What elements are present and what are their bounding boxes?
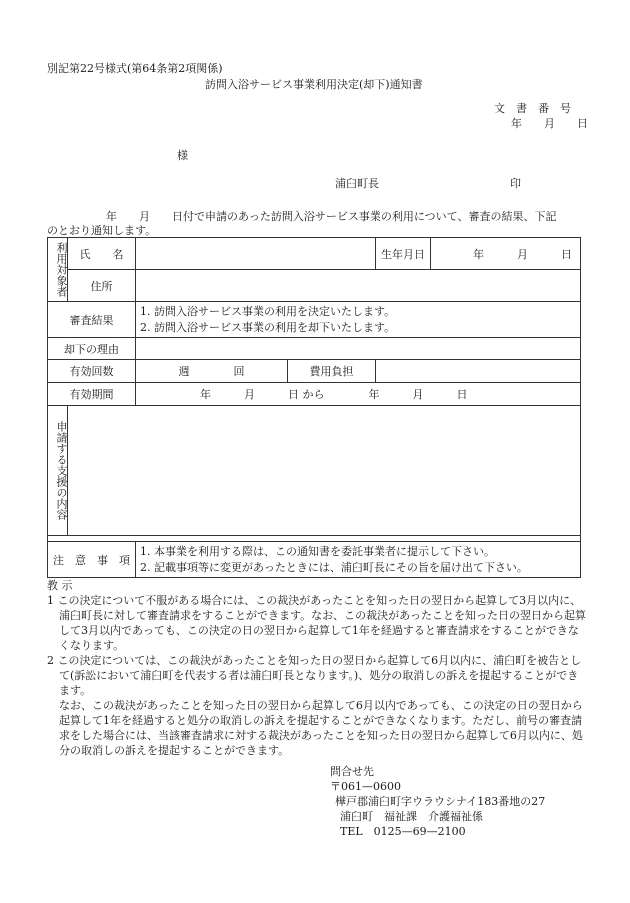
contact-block (330, 764, 545, 839)
result-option-reject[interactable]: 2. 訪問入浴サービス事業の利用を却下いたします。 (140, 320, 396, 334)
note-1: 1. 本事業を利用する際は、この通知書を委託事業者に提示して下さい。 (140, 544, 495, 558)
subject-label: 利用対象者 (48, 238, 68, 302)
decision-form-table (47, 237, 581, 578)
issuer-name: 浦臼町長 (335, 177, 379, 190)
notes-content (136, 542, 581, 578)
support-content-label: 申請する支援の内容 (48, 406, 68, 536)
rejection-reason-label: 却下の理由 (48, 338, 136, 360)
intro-line-1: 年 月 日付で申請のあった訪問入浴サービス事業の利用について、審査の結果、下記 (106, 210, 557, 223)
contact-postal: 〒061—0600 (330, 780, 401, 793)
rejection-reason-field[interactable] (136, 338, 581, 360)
address-field[interactable] (136, 270, 581, 302)
result-label: 審査結果 (48, 302, 136, 338)
valid-count-label: 有効回数 (48, 360, 136, 383)
document-date: 年 月 日 (511, 117, 588, 130)
document-title: 訪問入浴サービス事業利用決定(却下)通知書 (205, 78, 423, 91)
instructions-heading: 教 示 (47, 579, 73, 592)
contact-tel: TEL 0125—69—2100 (340, 825, 466, 838)
seal-mark: 印 (510, 177, 521, 190)
instruction-item-1: 1 この決定について不服がある場合には、この裁決があったことを知った日の翌日から起算して3月以内に、浦臼町長に対して審査請求をすることができます。なお、この裁決があったことを知った日の翌日から起算して3月以内であっても、この決定の日の翌日から起算して1年を経過すると審査請求をすることができなくなります。 (47, 594, 587, 652)
instruction-item-2: 2 この決定については、この裁決があったことを知った日の翌日から起算して6月以内に、浦臼町を被告として(訴訟において浦臼町を代表する者は浦臼町長となります。)、処分の取消しの訴えを提起することができます。 (47, 654, 582, 697)
form-reference: 別記第22号様式(第64条第2項関係) (47, 62, 223, 75)
note-2: 2. 記載事項等に変更があったときには、浦臼町長にその旨を届け出て下さい。 (140, 560, 528, 574)
address-label: 住所 (68, 270, 136, 302)
document-number-label: 文 書 番 号 (494, 102, 571, 115)
valid-period-label: 有効期間 (48, 383, 136, 406)
instruction-item-2-continued: なお、この裁決があったことを知った日の翌日から起算して6月以内であっても、この決定の日の翌日から起算して1年を経過すると処分の取消しの訴えを提起することができなくなります。ただし、前号の審査請求をした場合には、当該審査請求に対する裁決があったことを知った日の翌日から起算して6月以内に、処分の取消しの訴えを提起することができます。 (59, 699, 583, 757)
cost-label: 費用負担 (288, 360, 376, 383)
valid-period-field[interactable]: 年 月 日 から 年 月 日 (136, 383, 581, 406)
instructions-section (47, 578, 587, 758)
name-field[interactable] (136, 238, 376, 270)
result-options[interactable] (136, 302, 581, 338)
contact-address: 樺戸郡浦臼町字ウラウシナイ183番地の27 (335, 795, 546, 808)
valid-count-field[interactable]: 週 回 (136, 360, 288, 383)
contact-label: 問合せ先 (330, 765, 374, 778)
dob-field[interactable]: 年 月 日 (431, 238, 581, 270)
dob-label: 生年月日 (376, 238, 431, 270)
name-label: 氏 名 (68, 238, 136, 270)
support-content-field[interactable] (68, 406, 581, 536)
cost-field[interactable] (376, 360, 581, 383)
contact-department: 浦臼町 福祉課 介護福祉係 (340, 810, 483, 823)
notes-label: 注 意 事 項 (48, 542, 136, 578)
result-option-approve[interactable]: 1. 訪問入浴サービス事業の利用を決定いたします。 (140, 304, 396, 318)
intro-line-2: のとおり通知します。 (47, 224, 157, 237)
addressee-suffix: 様 (177, 149, 188, 162)
